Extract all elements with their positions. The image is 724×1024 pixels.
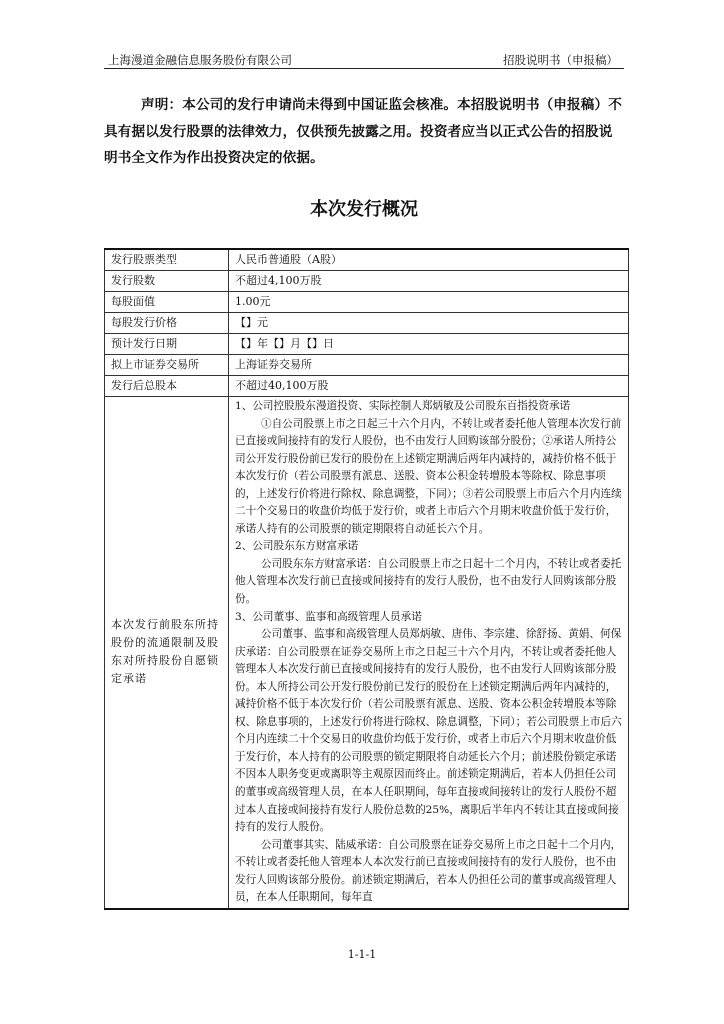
row-value: 不超过4,100万股 xyxy=(229,271,629,292)
row-value: 上海证券交易所 xyxy=(229,355,629,376)
row-label: 每股面值 xyxy=(105,292,229,313)
table-row xyxy=(105,249,629,271)
table-row xyxy=(105,355,629,376)
row-value: 不超过40,100万股 xyxy=(229,376,629,397)
row-label: 拟上市证券交易所 xyxy=(105,355,229,376)
page-number: 1-1-1 xyxy=(347,948,377,961)
commitment-content xyxy=(229,397,629,909)
offering-overview-table xyxy=(104,248,629,910)
row-label: 预计发行日期 xyxy=(105,334,229,355)
commitment-p1-title: 1、公司控股股东漫道投资、实际控制人郑炳敏及公司股东百指投资承诺 xyxy=(235,400,571,412)
table-row xyxy=(105,292,629,313)
commitment-p3-title: 3、公司董事、监事和高级管理人员承诺 xyxy=(235,610,422,623)
disclaimer-statement: 声明：本公司的发行申请尚未得到中国证监会核准。本招股说明书（申报稿）不具有据以发行股票的法律效力，仅供预先披露之用。投资者应当以正式公告的招股说明书全文作为作出投资决定的依据。 xyxy=(104,97,623,166)
commitment-p2-body: 公司股东东方财富承诺：自公司股票上市之日起十二个月内，不转让或者委托他人管理本次发行前已直接或间接持有的发行人股份，也不由发行人回购该部分股份。 xyxy=(235,557,622,606)
header-doc-type: 招股说明书（申报稿） xyxy=(503,53,618,67)
table-row-commitment xyxy=(105,397,629,909)
commitment-p2-title: 2、公司股东东方财富承诺 xyxy=(235,540,359,553)
table-row xyxy=(105,313,629,334)
row-value: 1.00元 xyxy=(229,292,629,313)
row-value: 【】年【】月【】日 xyxy=(229,334,629,355)
commitment-p1-body: ①自公司股票上市之日起三十六个月内，不转让或者委托他人管理本次发行前已直接或间接持有的发行人股份，也不由发行人回购该部分股份；②承诺人所持公司公开发行股份前已发行的股份在上述锁定期满后两年内减持的，减持价格不低于本次发行价（若公司股票有派息、送股、资本公积金转增股本等除权、除息事项的，上述发行价将进行除权、除息调整，下同）；③若公司股票上市后六个月内连续二十个交易日的收盘价均低于发行价，或者上市后六个月期末收盘价低于发行价，承诺人持有的公司股票的锁定期限将自动延长六个月。 xyxy=(235,417,622,535)
table-row xyxy=(105,376,629,397)
row-label: 每股发行价格 xyxy=(105,313,229,334)
commitment-label: 本次发行前股东所持股份的流通限制及股东对所持股份自愿锁定承诺 xyxy=(105,397,229,909)
table-row xyxy=(105,271,629,292)
commitment-p4-body: 公司董事其实、陆威承诺：自公司股票在证券交易所上市之日起十二个月内，不转让或者委托他人管理本人本次发行前已直接或间接持有的发行人股份，也不由发行人回购该部分股份。前述锁定期满后，若本人仍担任公司的董事或高级管理人员，在本人任职期间，每年直 xyxy=(235,838,622,904)
row-value: 【】元 xyxy=(229,313,629,334)
table-row xyxy=(105,334,629,355)
row-label: 发行后总股本 xyxy=(105,376,229,397)
commitment-p3-body: 公司董事、监事和高级管理人员郑炳敏、唐伟、李宗建、徐舒扬、黄娟、何保庆承诺：自公司股票在证券交易所上市之日起三十六个月内，不转让或者委托他人管理本人本次发行前已直接或间接持有的发行人股份，也不由发行人回购该部分股份。本人所持公司公开发行股份前已发行的股份在上述锁定期满后两年内减持的，减持价格不低于本次发行价（若公司股票有派息、送股、资本公积金转增股本等除权、除息事项的，上述发行价将进行除权、除息调整，下同）；若公司股票上市后六个月内连续二十个交易日的收盘价均低于发行价，或者上市后六个月期末收盘价低于发行价，本人持有的公司股票的锁定期限将自动延长六个月；前述股份锁定承诺不因本人职务变更或离职等主观原因而终止。前述锁定期满后，若本人仍担任公司的董事或高级管理人员，在本人任职期间，每年直接或间接转让的发行人股份不超过本人直接或间接持有发行人股份总数的25%，离职后半年内不转让其直接或间接持有的发行人股份。 xyxy=(235,628,622,834)
row-label: 发行股票类型 xyxy=(105,249,229,271)
section-title: 本次发行概况 xyxy=(310,199,418,220)
row-label: 发行股数 xyxy=(105,271,229,292)
header-company: 上海漫道金融信息服务股份有限公司 xyxy=(108,53,292,67)
page-header xyxy=(104,50,624,69)
row-value: 人民币普通股（A股） xyxy=(229,249,629,271)
